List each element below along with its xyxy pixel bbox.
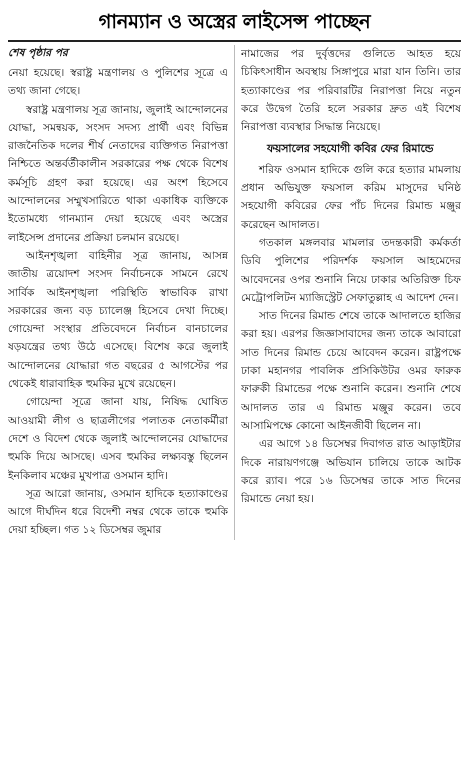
paragraph: এর আগে ১৪ ডিসেম্বর দিবাগত রাত আড়াইটার দিকে নারায়ণগঞ্জে অভিযান চালিয়ে তাকে আটক করে র‍্যাব। পরে ১৬ ডিসেম্বর তাকে সাত দিনের রিমান্ডে নেয়া হয়।	[240, 438, 461, 506]
left-column	[8, 45, 228, 540]
column-divider	[234, 45, 235, 540]
article-columns	[8, 45, 461, 540]
continued-from-label: শেষ পৃষ্ঠার পর	[8, 47, 68, 59]
headline: গানম্যান ও অস্ত্রের লাইসেন্স পাচ্ছেন	[98, 10, 371, 33]
paragraph: নামাজের পর দুর্বৃত্তদের গুলিতে আহত হয়ে চিকিৎসাধীন অবস্থায় সিঙ্গাপুরে মারা যান তিনি। তার হত্যাকাণ্ডের পর পরিবারটির নিরাপত্তা নিয়ে নতুন করে উদ্বেগ তৈরি হলে সরকার দ্রুত এই বিশেষ নিরাপত্তা ব্যবস্থার সিদ্ধান্ত নিয়েছে।	[240, 48, 461, 134]
right-column	[241, 45, 461, 540]
paragraph: আইনশৃঙ্খলা বাহিনীর সূত্র জানায়, আসন্ন জাতীয় ত্রয়োদশ সংসদ নির্বাচনকে সামনে রেখে সার্বিক আইনশৃঙ্খলা পরিস্থিতি স্বাভাবিক রাখা সরকারের জন্য বড় চ্যালেঞ্জ হিসেবে দেখা দিচ্ছে। গোয়েন্দা সংস্থার প্রতিবেদনে নির্বাচন বানচালের ষড়যন্ত্রের তথ্য উঠে এসেছে। বিশেষ করে জুলাই আন্দোলনের যোদ্ধারা গত বছরের ৫ আগস্টের পর থেকেই ধারাবাহিক হুমকির মুখে রয়েছেন।	[8, 249, 228, 391]
paragraph: শরিফ ওসমান হাদিকে গুলি করে হত্যার মামলায় প্রধান অভিযুক্ত ফয়সাল করিম মাসুদের ঘনিষ্ঠ সহযোগী কবিরের ফের পাঁচ দিনের রিমান্ড মঞ্জুর করেছেন আদালত।	[240, 163, 461, 231]
paragraph: গতকাল মঙ্গলবার মামলার তদন্তকারী কর্মকর্তা ডিবি পুলিশের পরিদর্শক ফয়সাল আহমেদের আবেদনের ওপর শুনানি নিয়ে ঢাকার অতিরিক্ত চিফ মেট্রোপলিটন ম্যাজিস্ট্রেট সেফাতুল্লাহ এ আদেশ দেন।	[240, 236, 461, 304]
subheading: ফয়সালের সহযোগী কবির ফের রিমান্ডে	[266, 142, 434, 156]
headline-rule	[8, 40, 461, 42]
paragraph: সাত দিনের রিমান্ড শেষে তাকে আদালতে হাজির করা হয়। এরপর জিজ্ঞাসাবাদের জন্য তাকে আবারো সাত দিনের রিমান্ড চেয়ে আবেদন করেন। রাষ্ট্রপক্ষে ঢাকা মহানগর পাবলিক প্রসিকিউটর ওমর ফারুক ফারুকী রিমান্ডের পক্ষে শুনানি করেন। শুনানি শেষে আদালত তার এ রিমান্ড মঞ্জুর করেন। তবে আসামিপক্ষে কোনো আইনজীবী ছিলেন না।	[240, 310, 461, 432]
paragraph: নেয়া হয়েছে। স্বরাষ্ট্র মন্ত্রণালয় ও পুলিশের সূত্রে এ তথ্য জানা গেছে।	[8, 67, 228, 98]
paragraph: স্বরাষ্ট্র মন্ত্রণালয় সূত্র জানায়, জুলাই আন্দোলনের যোদ্ধা, সমন্বয়ক, সংসদ সদস্য প্রার্থী এবং বিভিন্ন রাজনৈতিক দলের শীর্ষ নেতাদের ব্যক্তিগত নিরাপত্তা নিশ্চিতে অন্তর্বর্তীকালীন সরকারের পক্ষ থেকে বিশেষ কর্মসূচি গ্রহণ করা হয়েছে। এর অংশ হিসেবে আন্দোলনের সম্মুখসারিতে থাকা একাধিক ব্যক্তিকে ইতোমধ্যে গানম্যান দেয়া হয়েছে এবং অস্ত্রের লাইসেন্স প্রদানের প্রক্রিয়া চলমান রয়েছে।	[8, 103, 228, 244]
paragraph: গোয়েন্দা সূত্রে জানা যায়, নিষিদ্ধ ঘোষিত আওয়ামী লীগ ও ছাত্রলীগের পলাতক নেতাকর্মীরা দেশে ও বিদেশ থেকে জুলাই আন্দোলনের যোদ্ধাদের হুমকি দিয়ে আসছে। এসব হুমকির লক্ষ্যবস্তু ছিলেন ইনকিলাব মঞ্চের মুখপাত্র ওসমান হাদি।	[8, 396, 228, 482]
paragraph: সূত্র আরো জানায়, ওসমান হাদিকে হত্যাকাণ্ডের আগে দীর্ঘদিন ধরে বিদেশী নম্বর থেকে তাকে হুমকি দেয়া হচ্ছিল। গত ১২ ডিসেম্বর জুমার	[8, 487, 228, 537]
